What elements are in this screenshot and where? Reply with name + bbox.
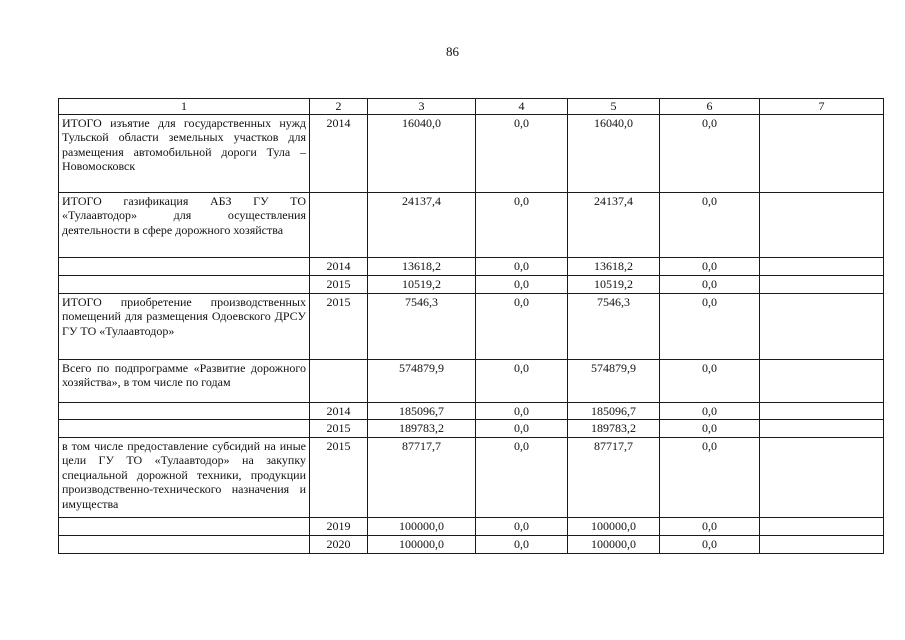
cell-col7 [760, 517, 884, 535]
cell-col7 [760, 402, 884, 420]
row-description: Всего по подпрограмме «Развитие дорожного хозяйства», в том числе по годам [59, 359, 310, 402]
table-row [59, 359, 884, 402]
cell-col3: 87717,7 [368, 437, 476, 517]
cell-col3: 13618,2 [368, 257, 476, 275]
cell-col4: 0,0 [476, 114, 568, 192]
cell-col5: 87717,7 [568, 437, 660, 517]
row-year: 2015 [310, 293, 368, 359]
cell-col5: 24137,4 [568, 192, 660, 257]
cell-col4: 0,0 [476, 359, 568, 402]
row-description: ИТОГО газификация АБЗ ГУ ТО «Тулаавтодор» для осуществления деятельности в сфере дорожного хозяйства [59, 192, 310, 257]
cell-col4: 0,0 [476, 535, 568, 553]
header-row [59, 99, 884, 115]
table-row [59, 535, 884, 553]
row-year: 2015 [310, 420, 368, 438]
row-year: 2014 [310, 114, 368, 192]
table-row [59, 437, 884, 517]
page-number: 86 [446, 44, 459, 59]
cell-col4: 0,0 [476, 275, 568, 293]
table-row [59, 275, 884, 293]
cell-col7 [760, 420, 884, 438]
column-header: 4 [476, 99, 568, 115]
row-description [59, 257, 310, 275]
row-year: 2015 [310, 275, 368, 293]
cell-col3: 100000,0 [368, 535, 476, 553]
cell-col5: 100000,0 [568, 517, 660, 535]
table-row [59, 257, 884, 275]
row-year [310, 359, 368, 402]
cell-col6: 0,0 [660, 402, 760, 420]
cell-col4: 0,0 [476, 257, 568, 275]
cell-col6: 0,0 [660, 257, 760, 275]
cell-col6: 0,0 [660, 359, 760, 402]
cell-col5: 10519,2 [568, 275, 660, 293]
row-description [59, 275, 310, 293]
cell-col4: 0,0 [476, 192, 568, 257]
column-header: 6 [660, 99, 760, 115]
row-description: ИТОГО изъятие для государственных нужд Тульской области земельных участков для размещения автомобильной дороги Тула – Новомосковск [59, 114, 310, 192]
cell-col5: 100000,0 [568, 535, 660, 553]
cell-col6: 0,0 [660, 437, 760, 517]
cell-col6: 0,0 [660, 420, 760, 438]
cell-col3: 7546,3 [368, 293, 476, 359]
cell-col7 [760, 257, 884, 275]
column-header: 2 [310, 99, 368, 115]
row-year: 2020 [310, 535, 368, 553]
cell-col7 [760, 192, 884, 257]
table-row [59, 192, 884, 257]
cell-col5: 185096,7 [568, 402, 660, 420]
row-description: ИТОГО приобретение производственных помещений для размещения Одоевского ДРСУ ГУ ТО «Тулаавтодор» [59, 293, 310, 359]
cell-col3: 10519,2 [368, 275, 476, 293]
cell-col4: 0,0 [476, 517, 568, 535]
column-header: 1 [59, 99, 310, 115]
column-header: 7 [760, 99, 884, 115]
cell-col3: 16040,0 [368, 114, 476, 192]
cell-col7 [760, 437, 884, 517]
cell-col6: 0,0 [660, 535, 760, 553]
cell-col5: 574879,9 [568, 359, 660, 402]
row-description [59, 517, 310, 535]
cell-col4: 0,0 [476, 402, 568, 420]
cell-col6: 0,0 [660, 293, 760, 359]
row-year: 2014 [310, 402, 368, 420]
cell-col6: 0,0 [660, 517, 760, 535]
cell-col5: 189783,2 [568, 420, 660, 438]
table-row [59, 517, 884, 535]
cell-col4: 0,0 [476, 293, 568, 359]
cell-col7 [760, 275, 884, 293]
cell-col7 [760, 114, 884, 192]
row-description [59, 402, 310, 420]
cell-col5: 13618,2 [568, 257, 660, 275]
row-year: 2014 [310, 257, 368, 275]
row-description [59, 535, 310, 553]
cell-col3: 24137,4 [368, 192, 476, 257]
cell-col3: 189783,2 [368, 420, 476, 438]
cell-col6: 0,0 [660, 114, 760, 192]
column-header: 3 [368, 99, 476, 115]
cell-col7 [760, 535, 884, 553]
cell-col4: 0,0 [476, 437, 568, 517]
cell-col5: 16040,0 [568, 114, 660, 192]
cell-col7 [760, 293, 884, 359]
row-year: 2015 [310, 437, 368, 517]
row-description [59, 420, 310, 438]
table-row [59, 402, 884, 420]
cell-col6: 0,0 [660, 275, 760, 293]
row-description: в том числе предоставление субсидий на иные цели ГУ ТО «Тулаавтодор» на закупку специальной дорожной техники, продукции производственно-технического назначения и имущества [59, 437, 310, 517]
column-header: 5 [568, 99, 660, 115]
budget-table [58, 98, 884, 554]
cell-col5: 7546,3 [568, 293, 660, 359]
table-row [59, 293, 884, 359]
table-row [59, 420, 884, 438]
cell-col6: 0,0 [660, 192, 760, 257]
table-row [59, 114, 884, 192]
cell-col4: 0,0 [476, 420, 568, 438]
row-year: 2019 [310, 517, 368, 535]
row-year [310, 192, 368, 257]
cell-col3: 574879,9 [368, 359, 476, 402]
cell-col3: 100000,0 [368, 517, 476, 535]
cell-col3: 185096,7 [368, 402, 476, 420]
cell-col7 [760, 359, 884, 402]
